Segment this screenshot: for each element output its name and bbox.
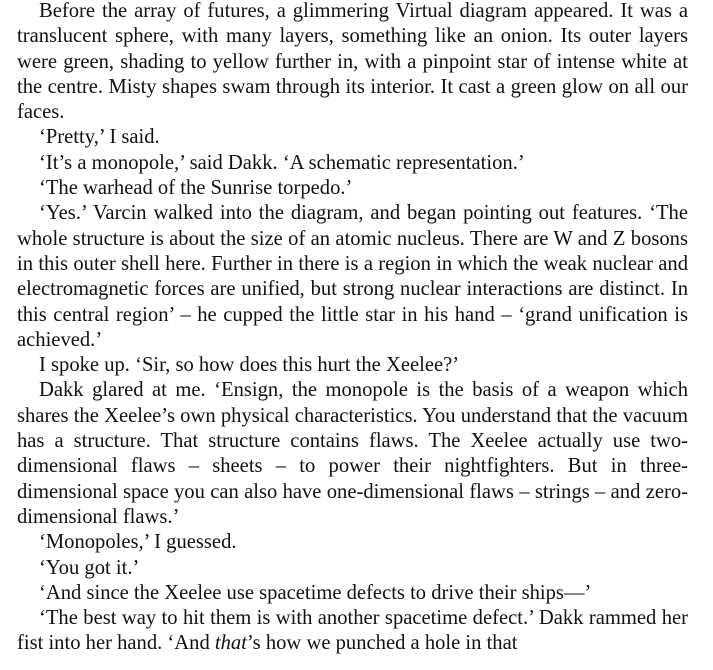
paragraph-7: Dakk glared at me. ‘Ensign, the monopole is the basis of a weapon which shares the Xeelee’s own physical characteristics. You understand that the vacuum has a structure. That structure contains flaws. The Xeelee actually use two-dimensional flaws – sheets – to power their nightfighters. But in three-dimensional space you can also have one-dimensional flaws – strings – and zero-dimensional flaws.’ [17,379,688,528]
paragraph-9: ‘You got it.’ [39,556,140,579]
paragraph-2: ‘Pretty,’ I said. [39,126,160,149]
paragraph-11-emphasis: that [214,632,247,655]
paragraph-4: ‘The warhead of the Sunrise torpedo.’ [39,177,353,200]
paragraph-5: ‘Yes.’ Varcin walked into the diagram, and began pointing out features. ‘The whole structure is about the size of an atomic nucleus. There are W and Z bosons in this outer shell here. Further in there is a region in which the weak nuclear and electromagnetic forces are unified, but strong nuclear interactions are distinct. In this central region’ – he cupped the little star in his hand – ‘grand unification is achieved.’ [17,202,688,351]
paragraph-1: Before the array of futures, a glimmering Virtual diagram appeared. It was a translucent sphere, with many layers, something like an onion. Its outer layers were green, shading to yellow further in, with a pinpoint star of intense white at the centre. Misty shapes swam through its interior. It cast a green glow on all our faces. [17,0,688,124]
paragraph-8: ‘Monopoles,’ I guessed. [39,531,237,554]
paragraph-11-text-before: ‘The best way to hit them is with another spacetime defect.’ Dakk rammed her fist into her hand. ‘And [17,607,688,655]
paragraph-3: ‘It’s a monopole,’ said Dakk. ‘A schematic representation.’ [39,151,525,174]
paragraph-11-text-after: ’s how we punched a hole in that [246,632,518,655]
paragraph-11 [17,606,688,657]
paragraph-6: I spoke up. ‘Sir, so how does this hurt the Xeelee?’ [39,354,460,377]
paragraph-10: ‘And since the Xeelee use spacetime defects to drive their ships—’ [39,581,592,604]
